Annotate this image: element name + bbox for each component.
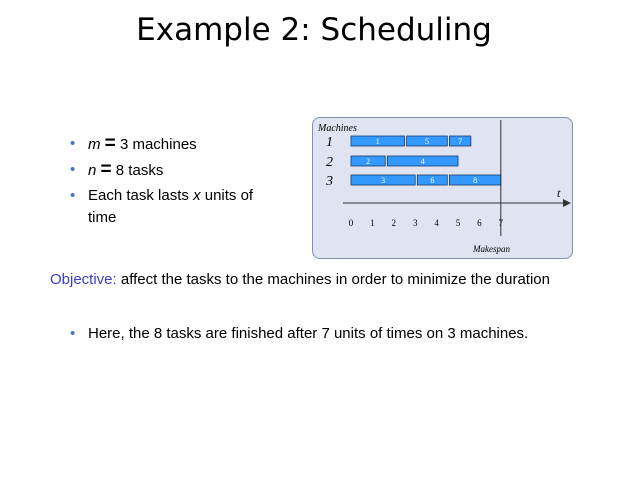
task-label: 3: [381, 176, 386, 185]
sub-bullet-item: • Here, the 8 tasks are finished after 7 units of times on 3 machines.: [68, 322, 538, 346]
task-label: 8: [473, 176, 478, 185]
bullet-machines: [68, 133, 278, 156]
bullet-eq: =: [104, 133, 116, 154]
bullet-list: [68, 133, 278, 232]
task-label: 4: [420, 157, 425, 166]
tick-label: 6: [477, 218, 482, 228]
objective-body: affect the tasks to the machines in order to minimize the duration: [120, 271, 550, 288]
task-label: 5: [424, 137, 429, 146]
bullet-text: 8 tasks: [115, 162, 164, 179]
slide-title: Example 2: Scheduling: [136, 12, 492, 48]
bullet-tasks: [68, 159, 278, 182]
bullet-text: 3 machines: [119, 136, 197, 153]
axis-label-t: t: [557, 186, 561, 200]
sub-bullet-list: [68, 322, 538, 346]
axis-arrow-icon: [563, 199, 571, 207]
bullet-var: x: [193, 187, 201, 204]
tick-label: 0: [348, 218, 354, 228]
task-label: 6: [430, 176, 435, 185]
tick-label: 3: [412, 218, 418, 228]
bullet-duration: [68, 185, 278, 229]
tick-label: 1: [370, 218, 375, 228]
tick-label: 7: [498, 218, 504, 228]
bullet-var: m: [88, 136, 101, 153]
task-label: 1: [375, 137, 380, 146]
objective-text: [50, 268, 570, 292]
task-label: 2: [366, 157, 371, 166]
gantt-chart: [313, 118, 572, 258]
bullet-var: n: [88, 162, 97, 179]
tick-label: 2: [391, 218, 397, 228]
machines-label: Machines: [318, 123, 357, 134]
objective-label: Objective:: [50, 271, 117, 288]
bullet-post: units of time: [88, 187, 254, 226]
makespan-label: Makespan: [473, 244, 510, 254]
task-label: 7: [458, 137, 463, 146]
machine-row-label: 2: [326, 155, 333, 170]
tick-label: 4: [434, 218, 439, 228]
tick-label: 5: [455, 218, 461, 228]
gantt-figure: [312, 117, 573, 259]
bullet-pre: Each task lasts: [88, 187, 189, 204]
machine-row-label: 1: [326, 135, 333, 150]
bullet-eq: =: [100, 159, 112, 180]
machine-row-label: 3: [326, 174, 333, 189]
